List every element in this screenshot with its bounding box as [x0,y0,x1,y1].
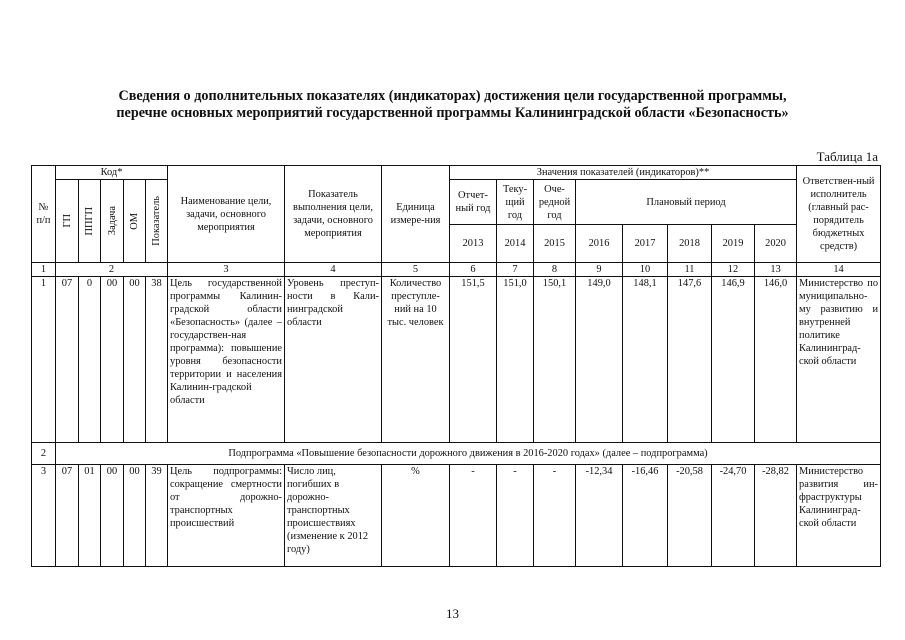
col-number: 11 [668,263,712,277]
value-2016: 149,0 [576,277,623,443]
value-2013: - [450,465,497,567]
document-title [0,88,905,122]
col-number: 3 [168,263,285,277]
col-number: 14 [797,263,881,277]
goal-name: Цель подпрограммы: сокращение смертности от дорожно-транспортных происшествий [168,465,285,567]
year-cell: 2019 [712,225,755,263]
value-2015: - [534,465,576,567]
value-2020: 146,0 [755,277,797,443]
code-indicator: 38 [146,277,168,443]
value-2018: -20,58 [668,465,712,567]
code-om: 00 [124,277,146,443]
indicator-name: Уровень преступ-ности в Кали-нинградской области [285,277,382,443]
value-2017: 148,1 [623,277,668,443]
row-number: 2 [32,443,56,465]
col-number: 4 [285,263,382,277]
goal-name: Цель государственной программы Калинин-градской области «Безопасность» (далее – государствен-ная программа): повышение уровня безопасности территории и населения Калинин-градской области [168,277,285,443]
col-number: 9 [576,263,623,277]
unit: Количество преступле-ний на 10 тыс. человек [382,277,450,443]
code-gp: 07 [56,465,79,567]
table-row-subprogram [32,443,881,465]
header-kod-task: Задача [101,180,124,263]
value-2016: -12,34 [576,465,623,567]
header-report-year: Отчет-ный год [450,180,497,225]
value-2020: -28,82 [755,465,797,567]
header-unit: Единица измере-ния [382,166,450,263]
header-values: Значения показателей (индикаторов)** [450,166,797,180]
year-cell: 2013 [450,225,497,263]
col-number: 6 [450,263,497,277]
header-kod-gp: ГП [56,180,79,263]
value-2014: 151,0 [497,277,534,443]
header-row-a [32,166,881,180]
year-cell: 2018 [668,225,712,263]
value-2013: 151,5 [450,277,497,443]
code-task: 00 [101,465,124,567]
header-current-year: Теку-щий год [497,180,534,225]
header-kod: Код* [56,166,168,180]
code-ppgp: 0 [79,277,101,443]
value-2019: -24,70 [712,465,755,567]
year-cell: 2020 [755,225,797,263]
value-2018: 147,6 [668,277,712,443]
indicator-name: Число лиц, погибших в дорожно-транспортных происшествиях (изменение к 2012 году) [285,465,382,567]
unit: % [382,465,450,567]
table-label: Таблица 1а [816,149,878,164]
year-cell: 2017 [623,225,668,263]
header-indicator: Показатель выполнения цели, задачи, основного мероприятия [285,166,382,263]
header-kod-om: ОМ [124,180,146,263]
year-cell: 2016 [576,225,623,263]
row-number: 1 [32,277,56,443]
title-line-2: перечне основных мероприятий государственной программы Калининградской области «Безопасность» [116,105,789,121]
row-number: 3 [32,465,56,567]
header-row-b [32,180,881,225]
header-name: Наименование цели, задачи, основного мероприятия [168,166,285,263]
code-indicator: 39 [146,465,168,567]
code-task: 00 [101,277,124,443]
year-cell: 2014 [497,225,534,263]
code-gp: 07 [56,277,79,443]
header-kod-ppgp: ППГП [79,180,101,263]
col-number: 10 [623,263,668,277]
responsible: Министерство по муниципально-му развитию и внутренней политике Калининград-ской области [797,277,881,443]
header-next-year: Оче-редной год [534,180,576,225]
value-2019: 146,9 [712,277,755,443]
col-number: 2 [56,263,168,277]
header-kod-indicator: Показатель [146,180,168,263]
indicators-table [31,165,881,567]
value-2015: 150,1 [534,277,576,443]
code-ppgp: 01 [79,465,101,567]
responsible: Министерство развития ин-фраструктуры Калининград-ской области [797,465,881,567]
code-om: 00 [124,465,146,567]
header-plan-period: Плановый период [576,180,797,225]
table-row [32,465,881,567]
table-row [32,277,881,443]
col-number: 13 [755,263,797,277]
column-numbers-row [32,263,881,277]
year-cell: 2015 [534,225,576,263]
col-number: 12 [712,263,755,277]
col-number: 7 [497,263,534,277]
page-number: 13 [446,606,459,621]
value-2014: - [497,465,534,567]
col-number: 5 [382,263,450,277]
subprogram-title: Подпрограмма «Повышение безопасности дорожного движения в 2016-2020 годах» (далее – подпрограмма) [56,443,881,465]
col-number: 1 [32,263,56,277]
col-number: 8 [534,263,576,277]
value-2017: -16,46 [623,465,668,567]
header-responsible: Ответствен-ный исполнитель (главный рас-порядитель бюджетных средств) [797,166,881,263]
title-line-1: Сведения о дополнительных показателях (индикаторах) достижения цели государственной программы, [118,88,787,104]
header-no: № п/п [32,166,56,263]
